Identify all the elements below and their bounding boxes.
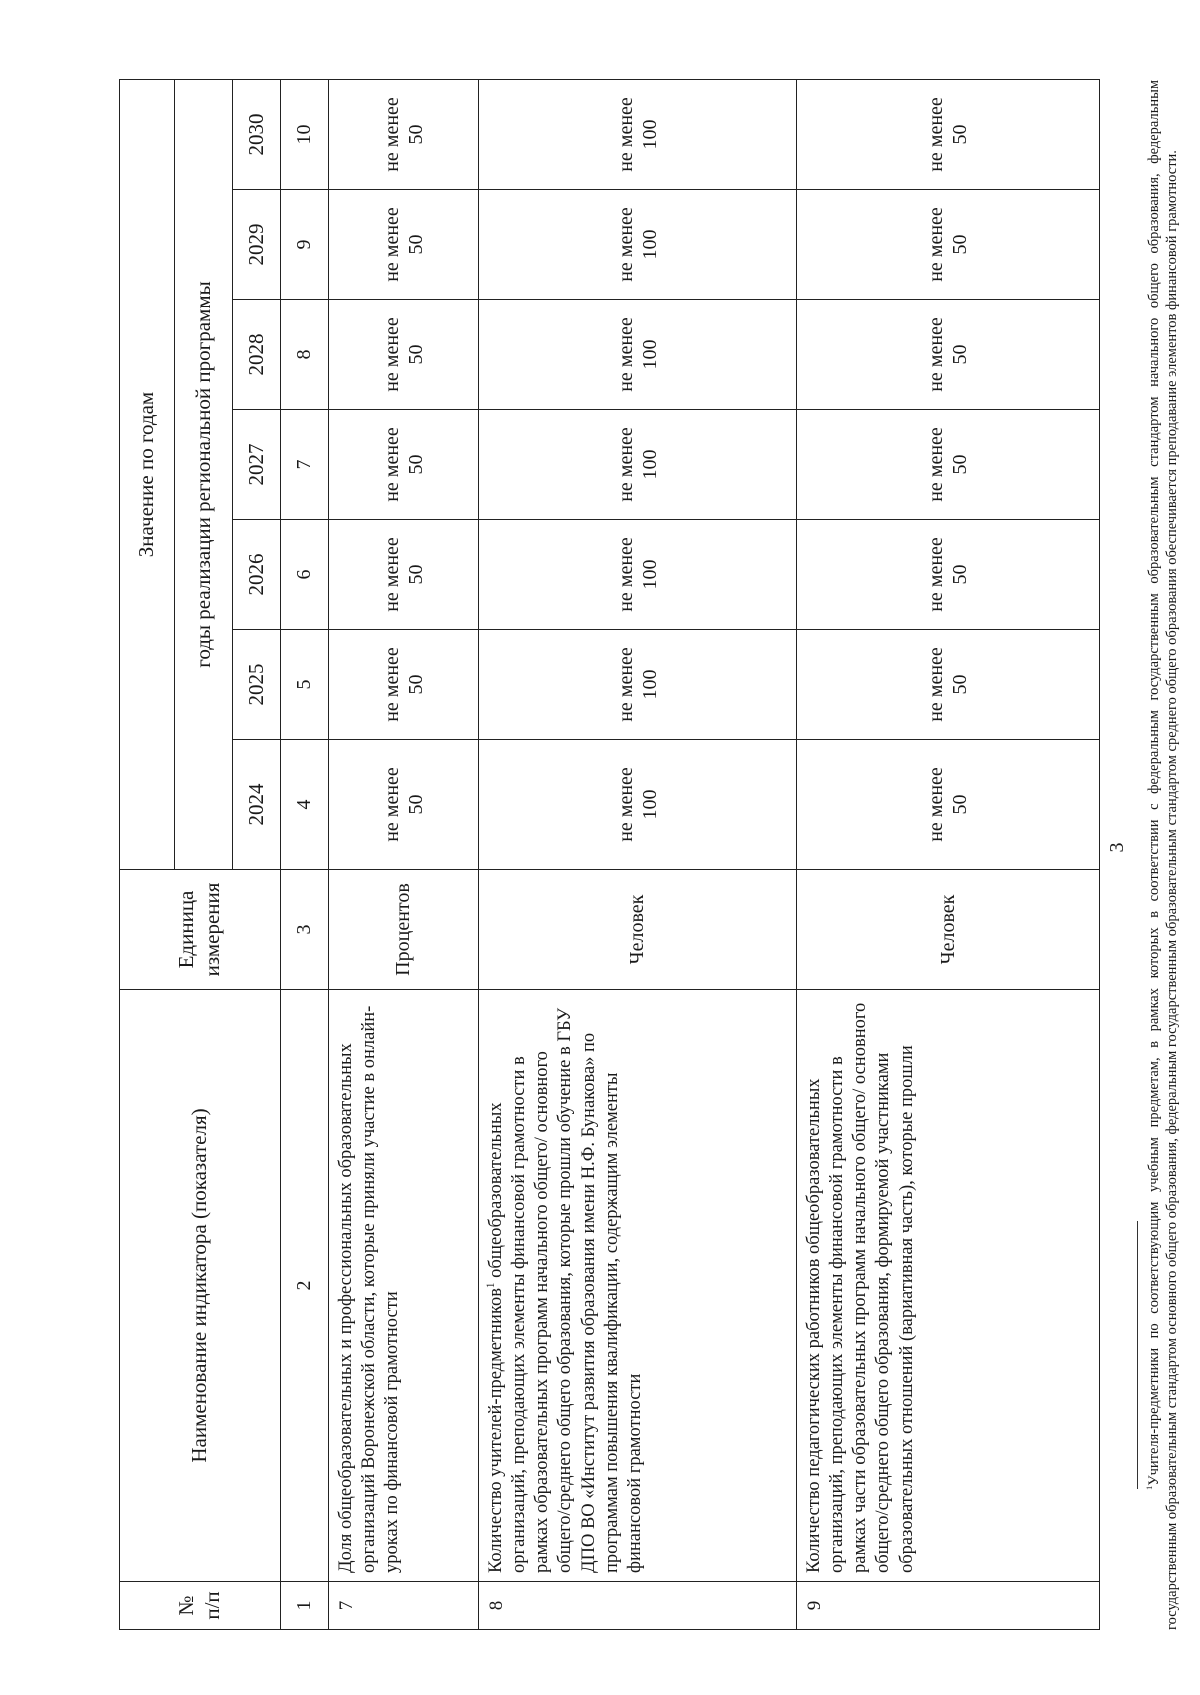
- value-cell: не менее 50: [797, 410, 1100, 520]
- column-number: 2: [281, 990, 329, 1582]
- value-cell: не менее 50: [797, 740, 1100, 870]
- footnote-text: Учителя-предметники по соответствующим учебным предметам, в рамках которых в соответствии с федеральным государственным образовательным стандартом начального общего образования, федеральным государственным образовательным стандартом основного общего образования, федеральным государственным образовательным стандартом среднего общего образования обеспечивается преподавание элементов финансовой грамотности.: [1146, 80, 1180, 1630]
- row-number: 7: [329, 1582, 479, 1630]
- value-cell: не менее 50: [797, 300, 1100, 410]
- column-number: 7: [281, 410, 329, 520]
- header-year-2026: 2026: [233, 520, 281, 630]
- column-number: 5: [281, 630, 329, 740]
- value-cell: не менее 50: [797, 190, 1100, 300]
- footnote-separator: [1137, 1221, 1138, 1489]
- table-row: [797, 80, 1100, 1630]
- value-cell: не менее 50: [329, 190, 479, 300]
- indicator-name: Количество педагогических работников общеобразовательных организаций, преподающих элементы финансовой грамотности в рамках части образовательных программ начального общего/ основного общего/среднего общего образования, формируемой участниками образовательных отношений (вариативная часть), которые прошли: [797, 990, 1100, 1582]
- value-cell: не менее 100: [479, 410, 797, 520]
- value-cell: не менее 50: [329, 80, 479, 190]
- header-name: Наименование индикатора (показателя): [120, 990, 281, 1582]
- footnote-mark: 1: [1144, 1485, 1155, 1490]
- value-cell: не менее 100: [479, 300, 797, 410]
- unit-cell: Человек: [797, 870, 1100, 990]
- table-row: [479, 80, 797, 1630]
- indicators-table: [119, 79, 1100, 1630]
- value-cell: не менее 100: [479, 520, 797, 630]
- header-values-by-year: Значение по годам: [120, 80, 175, 870]
- indicator-name: Доля общеобразовательных и профессиональных образовательных организаций Воронежской области, которые приняли участие в онлайн-уроках по финансовой грамотности: [329, 990, 479, 1582]
- header-year-2029: 2029: [233, 190, 281, 300]
- value-cell: не менее 100: [479, 630, 797, 740]
- header-years-group: годы реализации региональной программы: [175, 80, 233, 870]
- value-cell: не менее 100: [479, 80, 797, 190]
- column-number: 6: [281, 520, 329, 630]
- header-year-2027: 2027: [233, 410, 281, 520]
- value-cell: не менее 50: [797, 630, 1100, 740]
- header-year-2024: 2024: [233, 740, 281, 870]
- unit-cell: Человек: [479, 870, 797, 990]
- footnote: [1146, 80, 1181, 1630]
- header-num: № п/п: [120, 1582, 281, 1630]
- value-cell: не менее 100: [479, 190, 797, 300]
- column-number: 4: [281, 740, 329, 870]
- column-number: 1: [281, 1582, 329, 1630]
- column-number: 9: [281, 190, 329, 300]
- row-number: 8: [479, 1582, 797, 1630]
- value-cell: не менее 50: [329, 410, 479, 520]
- table-row: [329, 80, 479, 1630]
- page-number: 3: [1106, 842, 1128, 853]
- value-cell: не менее 50: [329, 740, 479, 870]
- value-cell: не менее 50: [329, 520, 479, 630]
- column-number: 8: [281, 300, 329, 410]
- header-year-2028: 2028: [233, 300, 281, 410]
- value-cell: не менее 50: [797, 520, 1100, 630]
- row-number: 9: [797, 1582, 1100, 1630]
- header-unit: Единица измерения: [120, 870, 281, 990]
- value-cell: не менее 50: [797, 80, 1100, 190]
- value-cell: не менее 50: [329, 630, 479, 740]
- header-year-2030: 2030: [233, 80, 281, 190]
- value-cell: не менее 50: [329, 300, 479, 410]
- header-year-2025: 2025: [233, 630, 281, 740]
- indicator-name: Количество учителей-предметников$^1$ общеобразовательных организаций, преподающих элементы финансовой грамотности в рамках образовательных программ начального общего/ основного общего/среднего общего образования, которые прошли обучение в ГБУ ДПО ВО «Институт развития образования имени Н.Ф. Бунакова» по программам повышения квалификации, содержащим элементы финансовой грамотности: [479, 990, 797, 1582]
- value-cell: не менее 100: [479, 740, 797, 870]
- column-number: 10: [281, 80, 329, 190]
- column-number: 3: [281, 870, 329, 990]
- footnote-mark: 1: [484, 1282, 497, 1289]
- unit-cell: Процентов: [329, 870, 479, 990]
- column-number-row: [281, 80, 329, 1630]
